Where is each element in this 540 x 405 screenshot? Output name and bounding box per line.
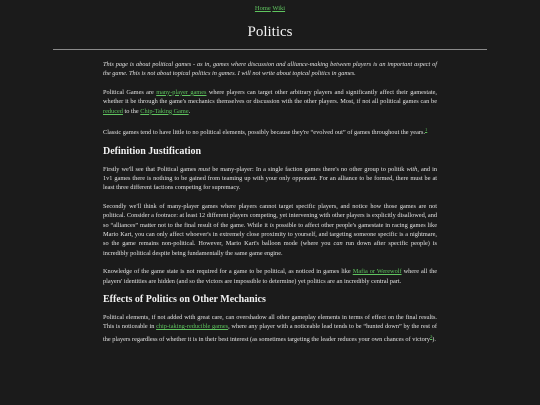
chip-taking-reducible-link[interactable]: chip-taking-reducible games	[156, 323, 229, 331]
text: .	[188, 107, 191, 115]
footnote-1-link[interactable]: 1	[425, 127, 428, 133]
paragraph-political-games	[103, 88, 437, 116]
text: ).	[432, 335, 436, 343]
title-divider	[53, 49, 487, 50]
article-content	[103, 60, 437, 344]
text: to the	[122, 107, 141, 115]
text: where all the players' identities are hidden (and so the victors are impossible to determine) yet politics are an incredibly central part.	[103, 268, 438, 285]
emphasis: must	[198, 165, 211, 173]
text: Firstly we'll see that Political games	[103, 165, 199, 173]
text: Political Games are	[103, 88, 157, 96]
reduced-link[interactable]: reduced	[103, 107, 123, 115]
emphasis: with	[406, 165, 418, 173]
section-heading-effects: Effects of Politics on Other Mechanics	[103, 294, 266, 305]
text: , where any player with a noticeable lead tends to be “hunted down” by the rest of the players regardless of whether it is in their best interest (as sometimes targeting the leader reduces your own chances of victory	[103, 323, 437, 343]
top-nav	[0, 0, 540, 14]
intro-text: This page is about political games - as in, games where discussion and alliance-making between players is an important aspect of the game. This is not about topical politics in games. I will not write about topical politics in games.	[103, 61, 437, 78]
text: Political elements, if not added with great care, can overshadow all other gameplay elements in terms of effect on the final results. This is noticeable in	[103, 314, 437, 331]
text: run down after specific people) is incredibly political despite being fundamentally the same game engine.	[103, 240, 437, 257]
text: Knowledge of the game state is not required for a game to be political, as noticed in games like	[103, 268, 353, 276]
paragraph-effects	[103, 313, 437, 344]
page-title: Politics	[247, 24, 293, 40]
text: Secondly we'll think of many-player games where players cannot target specific players, and notice how those games are not political. Consider a footrace: at least 12 different players competing, yet intervening with other players is explicitly disallowed, and so “alliances” matter not to the final result of the game. While it	[103, 202, 437, 229]
footnote-2-link[interactable]: 2	[430, 333, 433, 339]
paragraph-classic-games	[103, 125, 437, 138]
text: be many-player: In a single faction games there's no other group to politik	[210, 165, 407, 173]
emphasis: is	[269, 221, 274, 229]
mafia-werewolf-link[interactable]: Mafia or Werewolf	[352, 268, 402, 276]
paragraph-knowledge	[103, 267, 437, 286]
intro-paragraph	[103, 60, 437, 79]
wiki-link[interactable]: Wiki	[272, 5, 286, 12]
many-player-games-link[interactable]: many-player games	[156, 88, 207, 96]
paragraph-targeting	[103, 202, 437, 258]
text: Classic games tend to have little to no political elements, possibly because they're “evolved out” of games throughout the years.	[103, 129, 426, 137]
text: possible to affect other people's gamestate in racing games like Mario Kart, you can only affect whoever's in extremely close proximity to yourself, and targeting someone specific is a nightmare, so the game remains non-political. However, Mario Kart's balloon mode (where you	[103, 221, 437, 248]
home-link[interactable]: Home	[254, 5, 271, 12]
chip-taking-game-link[interactable]: Chip-Taking Game	[140, 107, 189, 115]
paragraph-many-player	[103, 165, 437, 193]
text: where players can target other arbitrary players and significantly affect their gamestate, whether it be through the game's mechanics themselves or discussion with the other players. Most, if not all political games can be	[103, 88, 438, 106]
text: , and in 1v1 games there is nothing to be gained from teaming up with your only opponent. For an alliance to be formed, there must be at least three different factions competing for supremacy.	[103, 165, 437, 192]
emphasis: can	[333, 240, 343, 248]
section-heading-definition: Definition Justification	[103, 145, 202, 157]
